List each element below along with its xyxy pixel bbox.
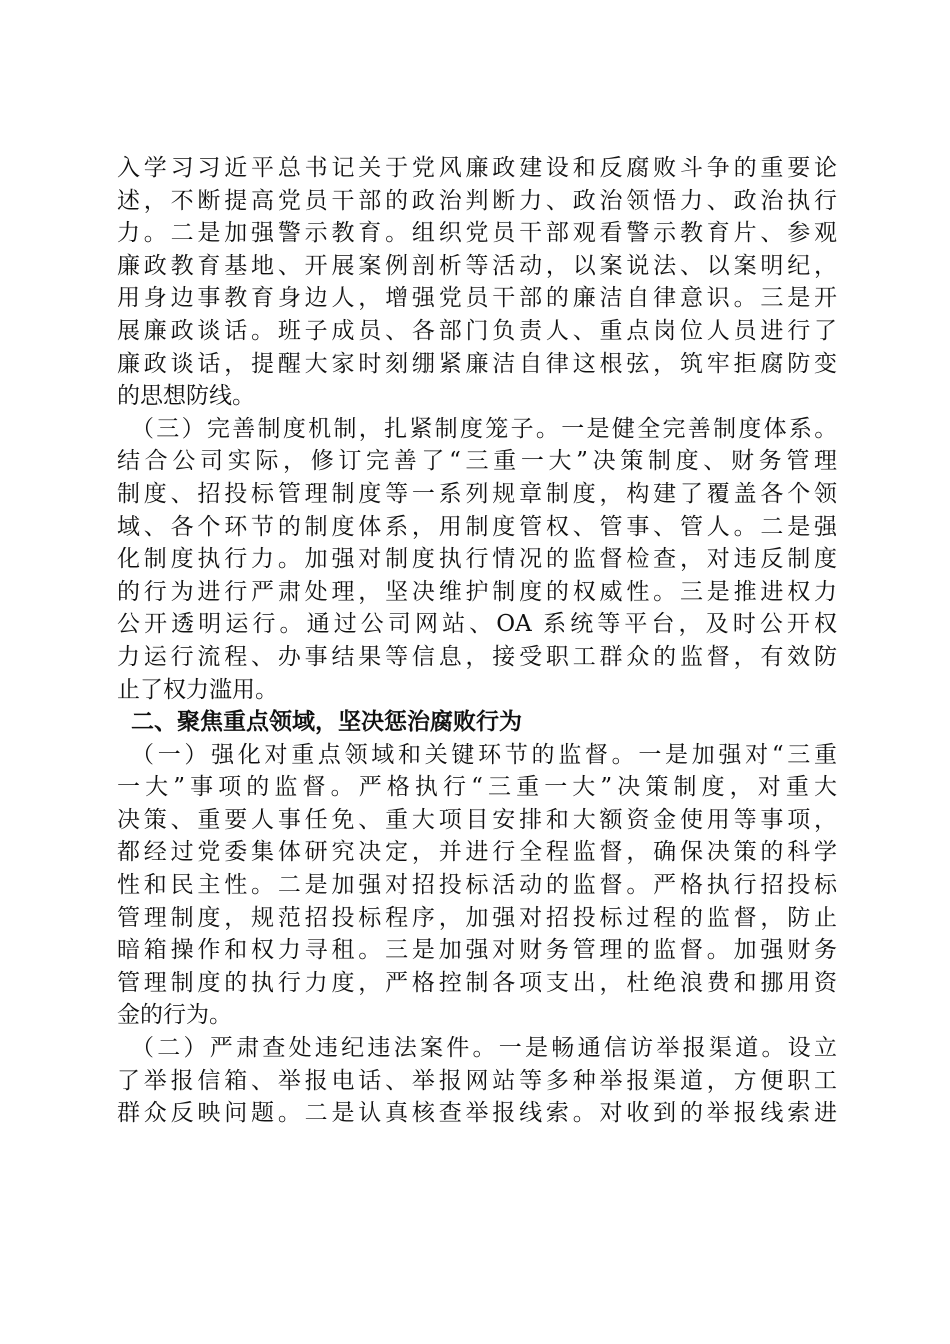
text-line: 展廉政谈话。班子成员、各部门负责人、重点岗位人员进行了 — [117, 317, 837, 344]
text-line: 了举报信箱、举报电话、举报网站等多种举报渠道，方便职工 — [117, 1067, 837, 1094]
text-line: 的行为进行严肃处理，坚决维护制度的权威性。三是推进权力 — [117, 578, 837, 605]
text-line: 廉政谈话，提醒大家时刻绷紧廉洁自律这根弦，筑牢拒腐防变 — [117, 350, 837, 377]
subsection-2-lead-line: （二）严肃查处违纪违法案件。一是畅通信访举报渠道。设立 — [131, 1035, 837, 1062]
text-line: 性和民主性。二是加强对招投标活动的监督。严格执行招投标 — [117, 872, 837, 899]
text-line: 结合公司实际，修订完善了“三重一大”决策制度、财务管理 — [117, 448, 837, 475]
subsection-1-lead-line: （一）强化对重点领域和关键环节的监督。一是加强对“三重 — [131, 741, 837, 768]
text-line: 金的行为。 — [117, 1002, 232, 1029]
text-line: 决策、重要人事任免、重大项目安排和大额资金使用等事项， — [117, 806, 837, 833]
text-line: 管理制度的执行力度，严格控制各项支出，杜绝浪费和挪用资 — [117, 969, 837, 996]
document-page — [117, 152, 837, 1130]
text-line: 止了权力滥用。 — [117, 676, 278, 703]
text-line: 用身边事教育身边人，增强党员干部的廉洁自律意识。三是开 — [117, 285, 837, 312]
text-line: 都经过党委集体研究决定，并进行全程监督，确保决策的科学 — [117, 839, 837, 866]
text-line: 力运行流程、办事结果等信息，接受职工群众的监督，有效防 — [117, 643, 837, 670]
text-line: 制度、招投标管理制度等一系列规章制度，构建了覆盖各个领 — [117, 480, 837, 507]
text-line: 暗箱操作和权力寻租。三是加强对财务管理的监督。加强财务 — [117, 937, 837, 964]
text-line: 一大”事项的监督。严格执行“三重一大”决策制度，对重大 — [117, 774, 837, 801]
text-line: 公开透明运行。通过公司网站、OA 系统等平台，及时公开权 — [117, 611, 837, 638]
text-line: 的思想防线。 — [117, 383, 255, 410]
text-line: 入学习习近平总书记关于党风廉政建设和反腐败斗争的重要论 — [117, 155, 837, 181]
text-line: 群众反映问题。二是认真核查举报线索。对收到的举报线索进 — [117, 1100, 837, 1127]
text-line: 域、各个环节的制度体系，用制度管权、管事、管人。二是强 — [117, 513, 837, 540]
text-line: 力。二是加强警示教育。组织党员干部观看警示教育片、参观 — [117, 220, 837, 247]
text-line: 述，不断提高党员干部的政治判断力、政治领悟力、政治执行 — [117, 187, 837, 214]
text-line: 廉政教育基地、开展案例剖析等活动，以案说法、以案明纪， — [117, 252, 837, 279]
text-line: 管理制度，规范招投标程序，加强对招投标过程的监督，防止 — [117, 904, 837, 931]
text-line: 化制度执行力。加强对制度执行情况的监督检查，对违反制度 — [117, 546, 837, 573]
section-3-lead-line: （三）完善制度机制，扎紧制度笼子。一是健全完善制度体系。 — [131, 415, 837, 442]
section-heading: 二、聚焦重点领域，坚决惩治腐败行为 — [131, 709, 522, 736]
